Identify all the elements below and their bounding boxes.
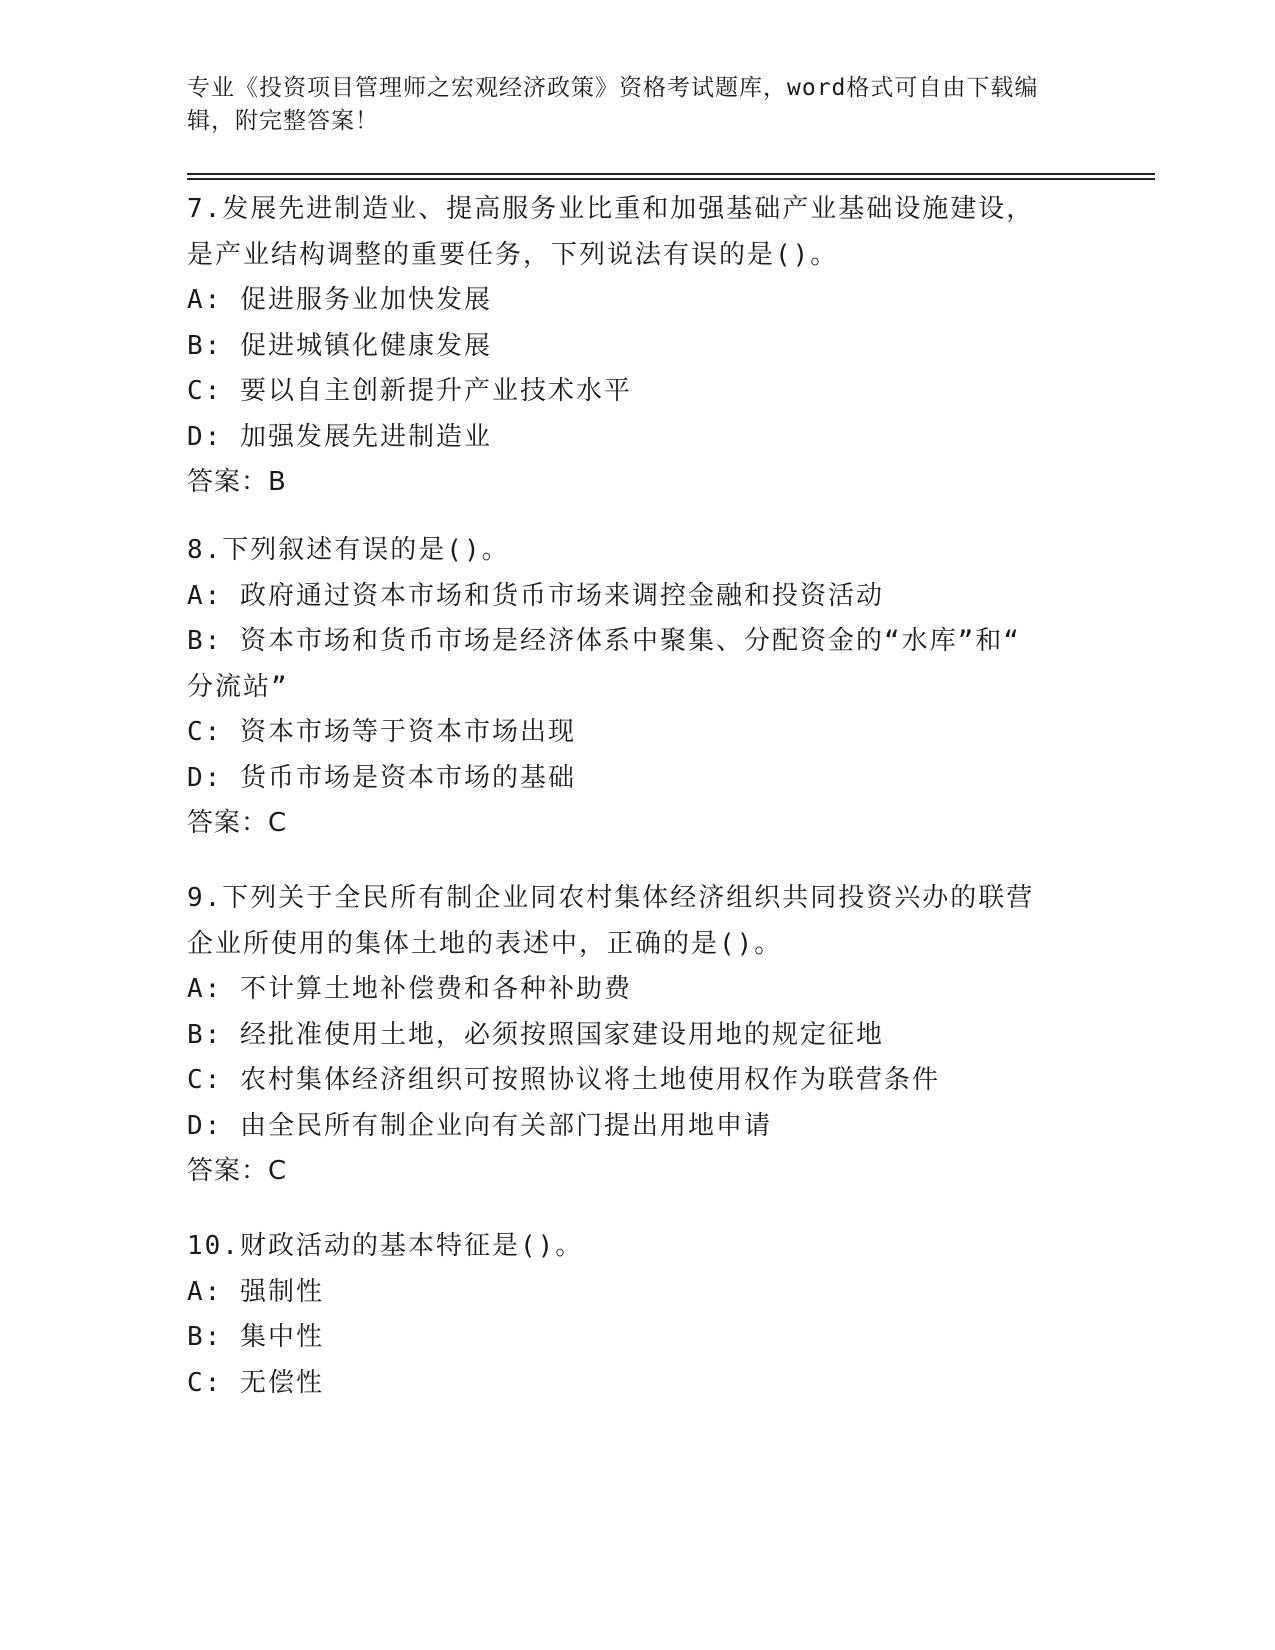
header-rule-top [187,173,1155,175]
option-a: A: 促进服务业加快发展 [187,285,492,315]
option-a: A: 强制性 [187,1276,324,1307]
answer: 答案：C [187,1156,288,1186]
question-7 [187,187,1087,506]
question-stem: 7.发展先进制造业、提高服务业比重和加强基础产业基础设施建设， [187,194,1035,224]
question-stem: 8.下列叙述有误的是()。 [187,535,510,565]
question-stem: 是产业结构调整的重要任务，下列说法有误的是()。 [187,239,839,270]
question-stem: 企业所使用的集体土地的表述中，正确的是()。 [187,928,783,959]
question-8 [187,528,1087,847]
answer: 答案：B [187,467,287,497]
option-b: B: 经批准使用土地，必须按照国家建设用地的规定征地 [187,1019,884,1050]
question-10 [187,1224,1087,1406]
answer: 答案：C [187,808,288,838]
option-d: D: 加强发展先进制造业 [187,421,492,452]
option-b: B: 资本市场和货币市场是经济体系中聚集、分配资金的“水库”和“ [187,626,1021,656]
header-line-1: 专业《投资项目管理师之宏观经济政策》资格考试题库，word格式可自由下载编 [187,75,1039,101]
option-c: C: 农村集体经济组织可按照协议将土地使用权作为联营条件 [187,1065,940,1095]
option-c: C: 无偿性 [187,1367,324,1398]
option-d: D: 由全民所有制企业向有关部门提出用地申请 [187,1110,772,1141]
option-a: A: 不计算土地补偿费和各种补助费 [187,974,632,1004]
header-rule-bottom [187,178,1155,180]
question-stem: 10.财政活动的基本特征是()。 [187,1231,584,1261]
option-b: B: 集中性 [187,1322,324,1352]
question-stem: 9.下列关于全民所有制企业同农村集体经济组织共同投资兴办的联营 [187,883,1035,913]
option-c: C: 资本市场等于资本市场出现 [187,717,576,747]
document-header [187,72,1067,138]
option-d: D: 货币市场是资本市场的基础 [187,762,576,793]
header-line-2: 辑，附完整答案！ [187,108,379,134]
question-9 [187,876,1087,1195]
option-b: B: 促进城镇化健康发展 [187,330,492,361]
option-c: C: 要以自主创新提升产业技术水平 [187,376,632,406]
option-b-continued: 分流站” [187,671,289,702]
option-a: A: 政府通过资本市场和货币市场来调控金融和投资活动 [187,580,884,611]
